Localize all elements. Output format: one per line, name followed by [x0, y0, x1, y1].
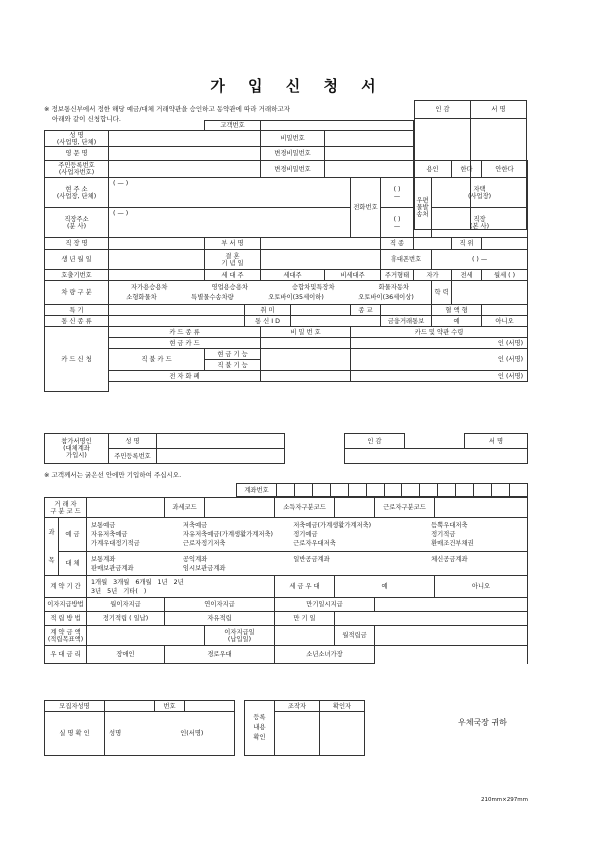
e-money-label: 전 자 화 폐: [109, 371, 261, 382]
income-code-label: 소득자구분코드: [275, 498, 335, 518]
address-phone-paren: ( — ): [113, 180, 129, 187]
name-label: 성 명 (사업명, 단체): [45, 131, 109, 147]
transfer-option-1-1[interactable]: 보통계좌: [91, 555, 116, 563]
work-phone-field[interactable]: ( ) —: [381, 208, 414, 238]
interest-method-label: 이자지급방법: [45, 598, 87, 612]
deposit-option-3-1[interactable]: 가계우대정기적금: [91, 540, 140, 547]
finance-yes-option[interactable]: 예: [432, 316, 482, 327]
contract-period-options[interactable]: [87, 576, 275, 598]
birthday-field[interactable]: [109, 250, 205, 270]
address-label: 현 주 소 (사업장, 단체): [45, 178, 109, 208]
work-phone-paren: ( — ): [113, 210, 129, 217]
birthday-label: 생 년 월 일: [45, 250, 109, 270]
operator-label: 조작자: [275, 701, 320, 712]
worker-code-label: 근로자구분코드: [375, 498, 435, 518]
pref-disabled-option[interactable]: 장애인: [87, 646, 165, 664]
transfer-label: 대 체: [59, 552, 87, 576]
work-address-label: 직장주소 (분 사): [45, 208, 109, 238]
car-option-business[interactable]: 영업용승용차: [211, 284, 248, 291]
deposit-option-3-2[interactable]: 근로자정기저축: [182, 540, 226, 547]
monthly-label: 월적립금: [335, 626, 375, 646]
use-yes-option[interactable]: 한다: [452, 161, 482, 178]
deposit-option-3-4[interactable]: 환매조건부채권: [431, 540, 474, 547]
car-type-label: 차 량 구 분: [45, 281, 109, 305]
interest-yearly-option[interactable]: 연이자지급: [165, 598, 275, 612]
debit-card-label: 직 불 카 드: [109, 349, 205, 371]
pref-youth-option[interactable]: 소년소녀가장: [275, 646, 375, 664]
account-no-label: 계좌번호: [237, 484, 277, 497]
resident-no-field[interactable]: [109, 161, 261, 178]
car-option-motorbike-young[interactable]: 오토바이(35세이하): [268, 294, 324, 301]
position-field[interactable]: [482, 238, 528, 250]
car-option-van[interactable]: 승합차및특장차: [292, 284, 335, 291]
transfer-option-1-4[interactable]: 체신공금계좌: [431, 555, 468, 563]
mobile-label: 휴대폰번호: [381, 250, 432, 270]
debit-card-pw-field[interactable]: [261, 349, 351, 371]
deposit-option-3-3[interactable]: 근로자우대저축: [293, 540, 336, 547]
saving-free-option[interactable]: 자유적립: [165, 612, 275, 626]
debit-card-sign-field[interactable]: 인 (서명): [351, 349, 528, 371]
car-type-options: [109, 281, 432, 305]
saving-method-label: 적 립 방 법: [45, 612, 87, 626]
education-label: 학 력: [432, 281, 452, 305]
checker-field[interactable]: [320, 712, 365, 756]
deposit-option-1-4[interactable]: 듬뿍우대저축: [431, 522, 468, 529]
wedding-field[interactable]: [261, 250, 381, 270]
department-field[interactable]: [261, 238, 381, 250]
contract-period-row-1: 1개월 3개월 6개월 1년 2년: [91, 578, 184, 586]
department-label: 부 서 명: [205, 238, 261, 250]
work-address-field[interactable]: [109, 208, 351, 238]
subject-label: 과 목: [45, 518, 59, 576]
household-head-label: 세 대 주: [205, 270, 261, 281]
change-password2-label: 변경비밀번호: [261, 161, 325, 178]
worker-code-field[interactable]: [435, 498, 528, 518]
notice-line-1: ※ 정보통신부에서 정한 해당 예금/대체 거래약관을 승인하고 동약관에 따라 거래하고자: [44, 105, 290, 113]
deposit-option-2-2[interactable]: 자유저축예금(가계생활가계저축): [182, 531, 273, 538]
transfer-option-2-1[interactable]: 판매보관금계좌: [91, 564, 134, 572]
comm-type-label: 통 신 종 류: [45, 316, 109, 327]
tax-code-label: 과세코드: [165, 498, 205, 518]
number-field[interactable]: [185, 701, 235, 712]
debit-func-label: 직 불 기 능: [205, 360, 261, 371]
deposit-option-2-4[interactable]: 정기적금: [431, 531, 456, 538]
password-field[interactable]: [325, 131, 414, 147]
comm-id-label: 통 신 I D: [245, 316, 291, 327]
tax-pref-label: 세 금 우 대: [275, 576, 335, 598]
contract-amount-field[interactable]: [87, 626, 205, 646]
comm-type-field[interactable]: [109, 316, 245, 327]
stamp-sign-header: 서 명: [471, 101, 527, 119]
wedding-label: 결 혼 기 념 일: [205, 250, 261, 270]
form-title: 가 입 신 청 서: [210, 77, 385, 95]
customer-no-field[interactable]: [261, 121, 414, 131]
verify-name-label: 성명: [109, 730, 122, 737]
card-terms-header: 카드 및 약관 수령: [351, 327, 528, 338]
recruiter-table: [44, 700, 235, 756]
comm-id-field[interactable]: [291, 316, 381, 327]
e-money-sign-field[interactable]: 인 (서명): [351, 371, 528, 382]
job-type-field[interactable]: [414, 238, 452, 250]
interest-maturity-option[interactable]: 만기일시지급: [275, 598, 375, 612]
residence-jeonse-option[interactable]: 전세: [452, 270, 482, 281]
account-no-table: [236, 483, 528, 497]
car-option-truck[interactable]: 화물자동차: [378, 284, 410, 291]
mail-home-option[interactable]: 자택 (사업장): [432, 178, 528, 208]
interest-date-label: 이자지급일 (납입일): [205, 626, 275, 646]
verify-field[interactable]: [105, 712, 235, 756]
pager-field[interactable]: [109, 270, 205, 281]
maturity-label: 만 기 일: [275, 612, 335, 626]
cash-func-label: 현 금 기 능: [205, 349, 261, 360]
recruiter-field[interactable]: [105, 701, 155, 712]
addressee-text: 우체국장 귀하: [458, 718, 507, 727]
change-password-label: 변경비밀번호: [261, 147, 325, 161]
job-type-label: 직 종: [381, 238, 414, 250]
company-label: 직 장 명: [45, 238, 109, 250]
joint-seal-header: 인 감: [345, 434, 405, 449]
deposit-option-1-3[interactable]: 저축예금(가계생활가계저축): [293, 522, 372, 529]
card-pw-header: 비 밀 번 호: [261, 327, 351, 338]
joint-signer-label: 참가서명인 (대체계좌 가입시): [45, 434, 109, 464]
mail-dest-label: 우편물발송처: [414, 178, 432, 238]
password-label: 비밀번호: [261, 131, 325, 147]
position-label: 직 위: [452, 238, 482, 250]
interest-date-field[interactable]: [275, 626, 335, 646]
change-password2-field[interactable]: [325, 161, 414, 178]
notice-thick-line: ※ 고객께서는 굵은선 안에만 기입하여 주십시오.: [44, 471, 182, 479]
verify-sign-label: 인(서명): [180, 730, 204, 737]
mail-work-option[interactable]: 직장 (본 사): [432, 208, 528, 238]
card-type-header: 카 드 종 류: [109, 327, 261, 338]
use-no-option[interactable]: 안한다: [482, 161, 528, 178]
cash-card-sign-field[interactable]: 인 (서명): [351, 338, 528, 349]
phone-label: 전화번호: [351, 178, 381, 238]
education-field[interactable]: [452, 281, 528, 305]
card-apply-label: 카 드 신 청: [45, 327, 109, 392]
name-field[interactable]: [109, 131, 261, 147]
deposit-options: [87, 518, 528, 552]
saving-regular-option[interactable]: 정기적립 ( 일납): [87, 612, 165, 626]
pager-label: 호출기번호: [45, 270, 109, 281]
monthly-field[interactable]: [375, 626, 528, 646]
car-option-special[interactable]: 특별물수송차량: [191, 294, 234, 301]
joint-resident-label: 주민등록번호: [109, 449, 157, 464]
pref-elderly-option[interactable]: 경로우대: [165, 646, 275, 664]
registration-label: 등록 내용 확인: [245, 701, 275, 756]
car-option-motorbike-old[interactable]: 오토바이(36세이상): [358, 294, 414, 301]
religion-field[interactable]: [381, 305, 432, 316]
registration-check-table: [244, 700, 365, 756]
deposit-label: 예 금: [59, 518, 87, 552]
preference-label: 우 대 금 리: [45, 646, 87, 664]
tax-pref-no-option[interactable]: 아니오: [435, 576, 528, 598]
eng-name-label: 영 문 명: [45, 147, 109, 161]
notice-line-2: 아래와 같이 신청합니다.: [52, 115, 121, 123]
residence-own-option[interactable]: 자가: [414, 270, 452, 281]
joint-seal-sign-field[interactable]: [345, 449, 528, 464]
operator-field[interactable]: [275, 712, 320, 756]
company-field[interactable]: [109, 238, 205, 250]
trader-code-field[interactable]: [87, 498, 165, 518]
card-spacer: [109, 382, 528, 392]
deposit-option-1-2[interactable]: 저축예금: [182, 522, 208, 529]
head-yes-option[interactable]: 세대주: [261, 270, 325, 281]
specialty-field[interactable]: [109, 305, 245, 316]
contract-period-row-2: 3년 5년 기타( ): [91, 587, 147, 595]
account-no-field[interactable]: [277, 484, 528, 497]
paper-size-note: 210mm×297mm: [480, 797, 528, 803]
home-phone-field[interactable]: ( ) —: [381, 178, 414, 208]
mobile-field[interactable]: ( ) —: [432, 250, 528, 270]
trade-table: [44, 497, 528, 664]
deposit-option-2-1[interactable]: 자유저축예금: [91, 531, 128, 538]
finance-notice-label: 금융거래통보: [381, 316, 432, 327]
head-no-option[interactable]: 비세대주: [325, 270, 381, 281]
customer-no-label: 고객번호: [205, 121, 261, 131]
verify-label: 실 명 확 인: [45, 712, 105, 756]
religion-label: 종 교: [351, 305, 381, 316]
applicant-table: [44, 120, 528, 392]
joint-signer-table: [44, 433, 528, 464]
eng-name-field[interactable]: [109, 147, 261, 161]
interest-monthly-option[interactable]: 월이자지급: [87, 598, 165, 612]
tax-code-field[interactable]: [205, 498, 275, 518]
transfer-option-1-2[interactable]: 공익계좌: [182, 555, 208, 563]
resident-no-label: 주민등록번호 (사업자번호): [45, 161, 109, 178]
income-code-field[interactable]: [335, 498, 375, 518]
transfer-option-2-2[interactable]: 임시보관금계좌: [182, 564, 226, 572]
deposit-option-1-1[interactable]: 보통예금: [91, 522, 116, 529]
checker-label: 확인자: [320, 701, 365, 712]
stamp-seal-header: 인 감: [415, 101, 471, 119]
specialty-label: 특 기: [45, 305, 109, 316]
joint-resident-field[interactable]: [157, 449, 285, 464]
e-money-pw-field[interactable]: [261, 371, 351, 382]
trader-code-label: 거 래 자 구 분 코 드: [45, 498, 87, 518]
blood-field[interactable]: [482, 305, 528, 316]
joint-name-field[interactable]: [157, 434, 285, 449]
address-field[interactable]: [109, 178, 351, 208]
contract-period-label: 계 약 기 간: [45, 576, 87, 598]
cash-card-pw-field[interactable]: [261, 338, 351, 349]
transfer-options: [87, 552, 528, 576]
tax-pref-yes-option[interactable]: 예: [335, 576, 435, 598]
blood-label: 혈 액 형: [432, 305, 482, 316]
contract-amount-label: 계 약 금 액 (적립목표액): [45, 626, 87, 646]
finance-no-option[interactable]: 아니오: [482, 316, 528, 327]
maturity-field[interactable]: [335, 612, 528, 626]
car-option-small-truck[interactable]: 소형화물차: [126, 294, 157, 301]
hobby-field[interactable]: [291, 305, 351, 316]
recruiter-label: 모집자성명: [45, 701, 105, 712]
change-password-field[interactable]: [325, 147, 414, 161]
deposit-option-2-3[interactable]: 정기예금: [293, 531, 318, 538]
cash-card-label: 현 금 카 드: [109, 338, 261, 349]
car-option-private[interactable]: 자가용승용차: [131, 284, 168, 291]
residence-monthly-option[interactable]: 월세 ( ): [482, 270, 528, 281]
joint-sign-header: 서 명: [465, 434, 528, 449]
residence-label: 주거형태: [381, 270, 414, 281]
use-label: 용인: [414, 161, 452, 178]
number-label: 번호: [155, 701, 185, 712]
transfer-option-1-3[interactable]: 일반공금계좌: [293, 555, 330, 563]
joint-name-label: 성 명: [109, 434, 157, 449]
hobby-label: 취 미: [245, 305, 291, 316]
